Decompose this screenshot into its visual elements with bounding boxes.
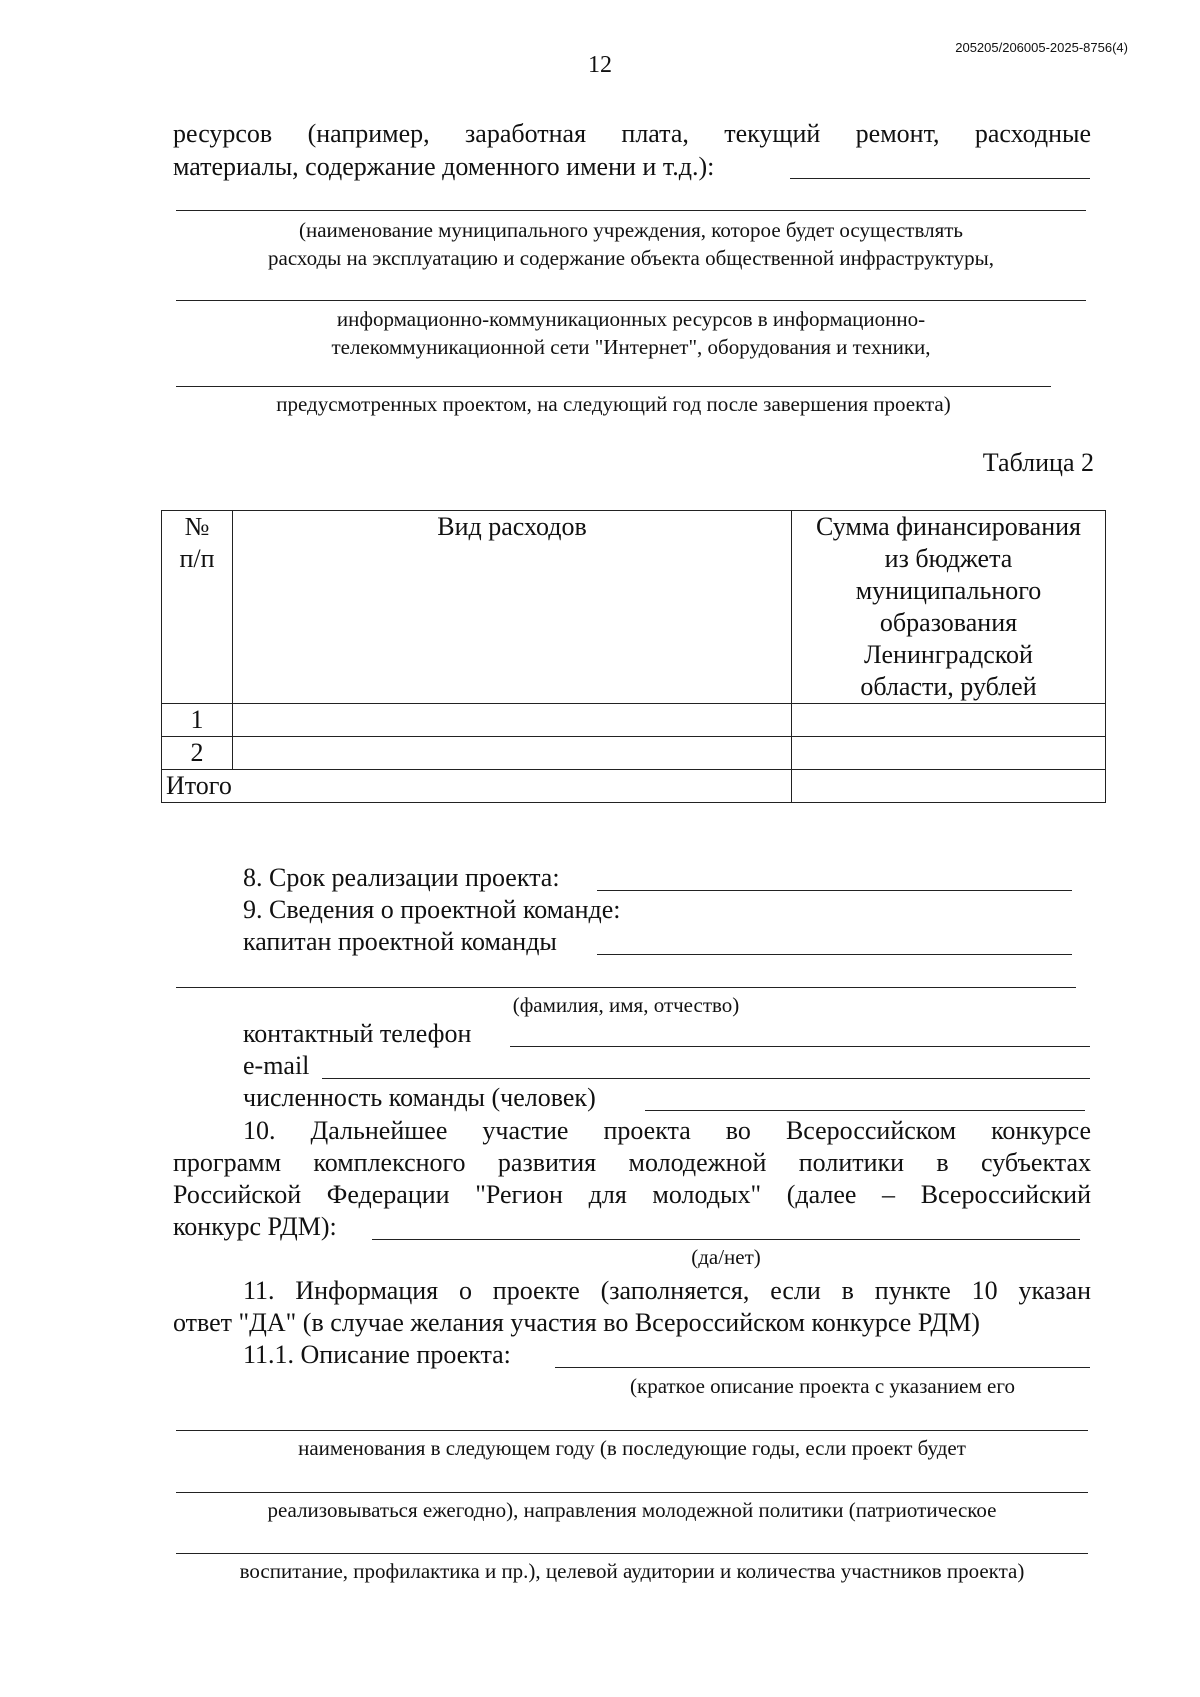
yes-no-hint: (да/нет): [691, 1245, 761, 1269]
row-num: 1: [162, 704, 233, 737]
item-11-line-2: ответ "ДА" (в случае желания участия во Всероссийском конкурсе РДМ): [173, 1308, 980, 1337]
intro-line-1: ресурсов (например, заработная плата, текущий ремонт, расходные: [173, 119, 1091, 148]
table-row: [162, 737, 1106, 770]
item-11-1-label: 11.1. Описание проекта:: [243, 1340, 511, 1369]
header-num-line: №: [184, 512, 210, 541]
project-term-field[interactable]: [597, 890, 1072, 891]
fill-line: [176, 1492, 1088, 1493]
total-sum-cell[interactable]: [792, 770, 1106, 803]
intro-line-2: материалы, содержание доменного имени и т.д.):: [173, 152, 715, 181]
header-type-label: Вид расходов: [437, 512, 587, 541]
hint-line: расходы на эксплуатацию и содержание объекта общественной инфраструктуры,: [268, 246, 994, 270]
item-9-label: 9. Сведения о проектной команде:: [243, 895, 621, 924]
phone-field[interactable]: [510, 1046, 1090, 1047]
item-10-line-3: Российской Федерации "Регион для молодых" (далее – Всероссийский: [173, 1180, 1091, 1209]
row-sum-cell[interactable]: [792, 704, 1106, 737]
rdm-participation-field[interactable]: [372, 1239, 1080, 1240]
header-sum-line: области, рублей: [860, 672, 1037, 701]
hint-line: (наименование муниципального учреждения, которое будет осуществлять: [299, 218, 963, 242]
row-type-cell[interactable]: [233, 704, 792, 737]
row-num: 2: [162, 737, 233, 770]
fill-line: [176, 386, 1051, 387]
email-label: e-mail: [243, 1051, 310, 1080]
header-type: [233, 511, 792, 704]
fill-line: [176, 1430, 1088, 1431]
captain-label: капитан проектной команды: [243, 927, 557, 956]
document-id: 205205/206005-2025-8756(4): [955, 40, 1128, 55]
fill-line: [176, 300, 1086, 301]
page-number: 12: [588, 52, 612, 78]
table-header-row: [162, 511, 1106, 704]
fill-line: [176, 1553, 1088, 1554]
description-hint: воспитание, профилактика и пр.), целевой аудитории и количества участников проекта): [239, 1559, 1025, 1583]
header-sum-line: образования: [879, 608, 1018, 637]
hint-line: телекоммуникационной сети "Интернет", оборудования и техники,: [331, 335, 931, 359]
fill-line: [176, 210, 1086, 211]
item-10-line-4: конкурс РДМ):: [173, 1212, 337, 1241]
phone-label: контактный телефон: [243, 1019, 472, 1048]
fio-hint: (фамилия, имя, отчество): [512, 993, 740, 1017]
team-size-field[interactable]: [645, 1110, 1085, 1111]
item-11-line-1: 11. Информация о проекте (заполняется, если в пункте 10 указан: [243, 1276, 1091, 1305]
captain-field[interactable]: [597, 954, 1072, 955]
hint-line: информационно-коммуникационных ресурсов в информационно-: [336, 307, 926, 331]
table-total-row: [162, 770, 1106, 803]
team-size-label: численность команды (человек): [243, 1083, 596, 1112]
header-num: [162, 511, 233, 704]
header-sum-line: муниципального: [855, 576, 1042, 605]
email-field[interactable]: [322, 1078, 1090, 1079]
row-sum-cell[interactable]: [792, 737, 1106, 770]
project-description-field[interactable]: [555, 1367, 1090, 1368]
description-hint: реализовываться ежегодно), направления молодежной политики (патриотическое: [267, 1498, 997, 1522]
expenses-table: [161, 510, 1106, 803]
header-sum-line: Сумма финансирования: [816, 512, 1081, 541]
fill-line: [790, 178, 1090, 179]
item-8-label: 8. Срок реализации проекта:: [243, 863, 560, 892]
item-10-line-1: 10. Дальнейшее участие проекта во Всероссийском конкурсе: [243, 1116, 1091, 1145]
table-row: [162, 704, 1106, 737]
header-num-line: п/п: [179, 544, 215, 573]
header-sum-line: Ленинградской: [864, 640, 1033, 669]
description-hint: наименования в следующем году (в последующие годы, если проект будет: [298, 1436, 966, 1460]
fill-line: [176, 987, 1076, 988]
total-label: Итого: [162, 770, 792, 803]
header-sum: [792, 511, 1106, 704]
item-10-line-2: программ комплексного развития молодежной политики в субъектах: [173, 1148, 1091, 1177]
row-type-cell[interactable]: [233, 737, 792, 770]
description-hint: (краткое описание проекта с указанием его: [630, 1374, 1015, 1398]
table-caption: Таблица 2: [982, 448, 1094, 477]
header-sum-line: из бюджета: [884, 544, 1013, 573]
hint-line: предусмотренных проектом, на следующий год после завершения проекта): [276, 392, 951, 416]
